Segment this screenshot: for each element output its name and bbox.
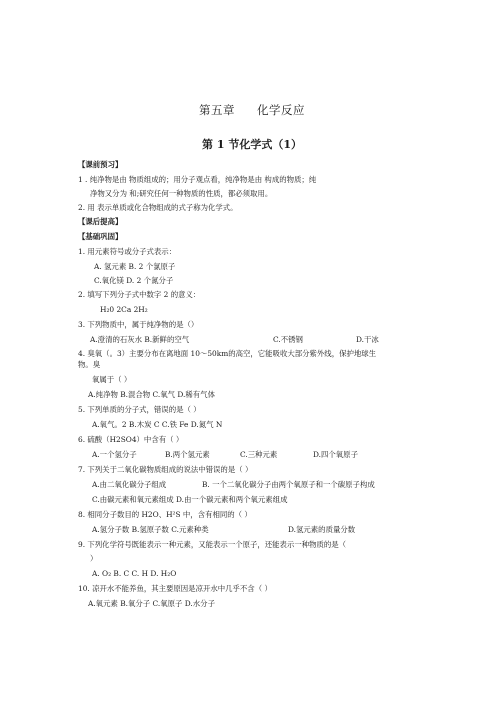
basics-q6-c: C.三种元素 (240, 450, 278, 459)
basics-q4-options: A.纯净物 B.混合物 C.氧气 D.稀有气体 (88, 390, 215, 399)
basics-q4-line3: 氧属于（ ） (92, 375, 132, 384)
basics-q1: 1. 用元素符号或分子式表示： (78, 247, 177, 256)
after-class-heading: 【课后提高】 (78, 217, 123, 226)
basics-q2-sub: H₂0 2Ca 2H₂ (100, 305, 148, 314)
section-title: 第 1 节化学式（1） (202, 138, 302, 151)
preview-q1-line1: 1 . 纯净物是由 物质组成的；用分子观点看，纯净物是由 构成的物质；纯 (78, 175, 317, 184)
basics-q8: 8. 相同分子数目的 H2O、H²S 中，含有相同的（ ） (78, 510, 252, 519)
chapter-number: 第五章 (199, 103, 235, 117)
basics-q3-ab: A.澄清的石灰水 B.新鲜的空气 (90, 335, 190, 344)
basics-q7: 7. 下列关于二氧化碳物质组成的说法中错误的是（ ） (78, 465, 253, 474)
basics-q6-a: A.一个氢分子 (92, 450, 137, 459)
basics-q6-d: D.四个氧原子 (313, 450, 358, 459)
basics-q5-options: A.氧气。2 B.木炭 C C.铁 Fe D.氮气 N (92, 420, 223, 429)
basics-q7-cd: C.由碳元素和氧元素组成 D.由一个碳元素和两个氧元素组成 (92, 495, 288, 504)
basics-q2: 2. 填写下列分子式中数字 2 的意义： (78, 290, 201, 299)
basics-q9-line2: ） (90, 554, 98, 563)
basics-q8-d: D.氢元素的质量分数 (288, 525, 356, 534)
basics-q10-options: A.氧元素 B.氧分子 C.氧原子 D.水分子 (88, 599, 215, 608)
basics-q7-b: B. 一个二氧化碳分子由两个氧原子和一个碳原子构成 (202, 480, 375, 489)
chapter-title: 化学反应 (257, 103, 305, 117)
basics-q8-abc: A.氢分子数 B.氢原子数 C.元素种类 (92, 525, 209, 534)
basics-q3: 3. 下列物质中，属于纯净物的是（） (78, 320, 199, 329)
basics-q9-line1: 9. 下列化学符号既能表示一种元素，又能表示一个原子，还能表示一种物质的是（ (78, 540, 347, 549)
basics-q10: 10. 凉开水不能养鱼，其主要原因是凉开水中几乎不含（ ） (78, 584, 272, 593)
chapter-heading (0, 102, 504, 118)
basics-heading: 【基础巩固】 (78, 232, 123, 241)
preview-heading: 【课前预习】 (78, 160, 123, 169)
basics-q9-options: A. O₂ B. C C. H D. H₂O (92, 569, 177, 578)
basics-q6: 6. 硫酸（H2SO4）中含有（ ） (78, 435, 184, 444)
preview-q1-line2: 净物又分为 和;研究任何一种物质的性质，都必须取用。 (90, 189, 273, 198)
basics-q6-b: B.两个氢元素 (165, 450, 210, 459)
basics-q5: 5. 下列单质的分子式，错误的是（ ） (78, 405, 201, 414)
basics-q3-c: C.不锈钢 (273, 335, 303, 344)
basics-q4-line2: 物。臭 (78, 360, 101, 369)
basics-q3-d: D.干冰 (356, 335, 379, 344)
preview-q2: 2. 用 表示单质或化合物组成的式子称为化学式。 (78, 203, 238, 212)
basics-q1-cd: C.氧化镁 D. 2 个氮分子 (94, 276, 174, 285)
basics-q7-a: A.由二氧化碳分子组成 (92, 480, 167, 489)
basics-q1-ab: A. 氢元素 B. 2 个氯原子 (94, 262, 176, 271)
basics-q4-line1: 4. 臭氧（。3）主要分布在离地面 10〜50km的高空，它能吸收大部分紫外线，保护地球生 (78, 349, 377, 358)
